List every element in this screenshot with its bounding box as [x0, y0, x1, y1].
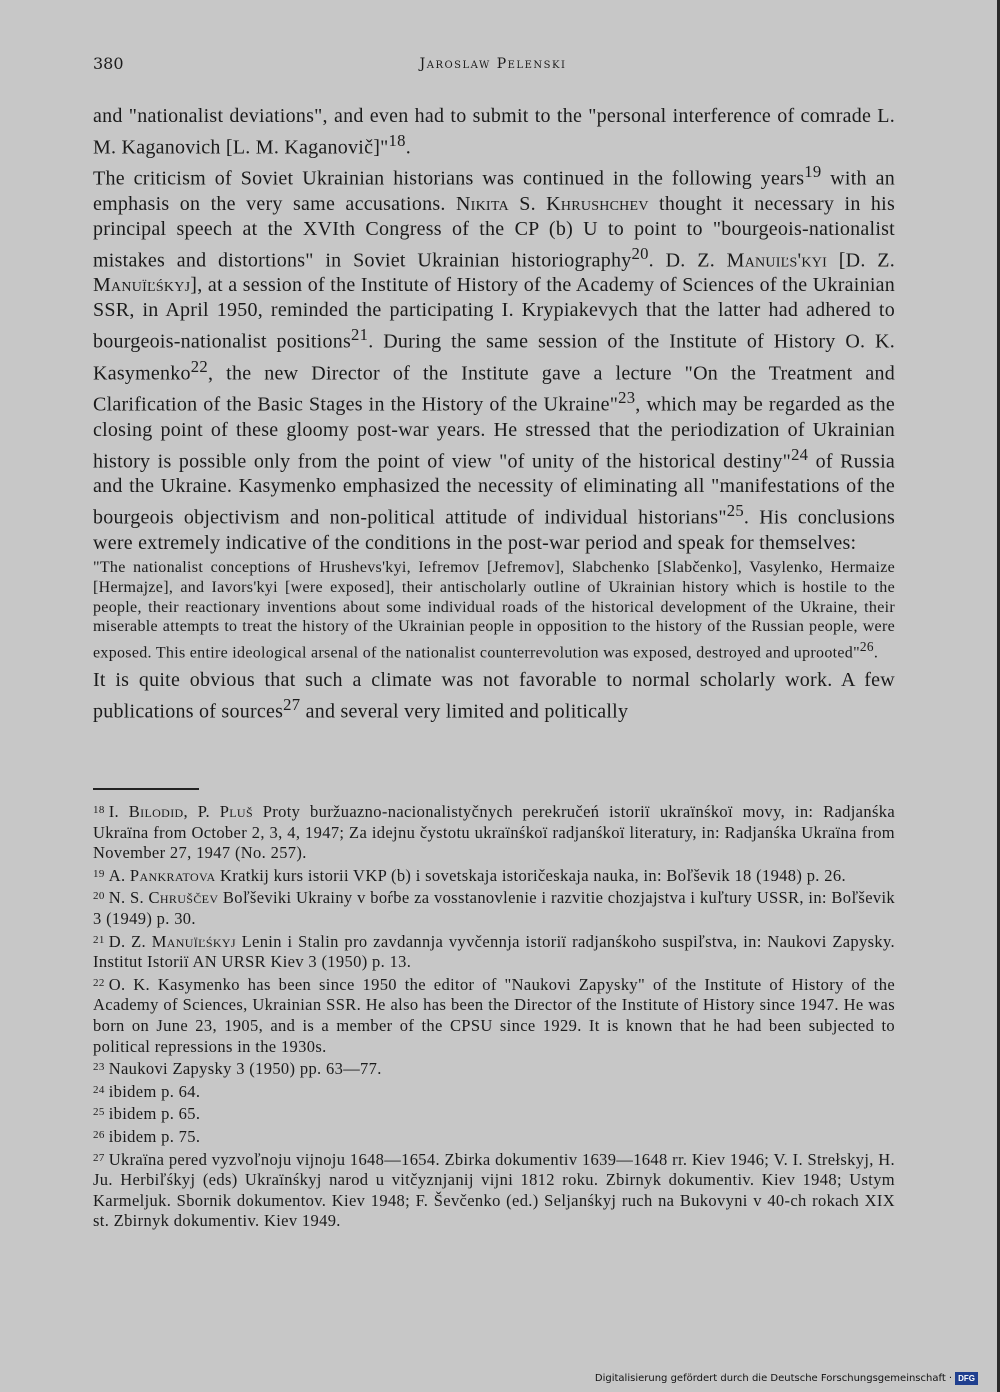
block-quote [93, 558, 895, 664]
footnote-text: Kratkij kurs istorii VKP (b) i sovetskaja istoričeskaja nauka, in: Boľševik 18 (1948) p. 26. [215, 865, 846, 885]
dfg-logo: DFG [955, 1372, 978, 1385]
quote-text: "The nationalist conceptions of Hrushevs'kyi, Iefremov [Jefremov], Slabchenko [Slabčenko], Vasylenko, Hermaize [Hermajze], and Iavors'kyi [were exposed], their antischolarly outline of Ukrainian history which is hostile to the people, their reactionary inventions about some individual roads of the historical development of the Ukraine, their miserable attempts to treat the history of the Ukrainian people in opposition to the history of the Russian people, were exposed. This entire ideological arsenal of the nationalist counterrevolution was exposed, destroyed and uprooted" [93, 558, 895, 662]
footnote-ref: 23 [618, 388, 636, 408]
footnote-text: Lenin i Stalin pro zavdannja vyvčennja istoriï radjanśkoho suspiľstva, in: Naukovi Zapysky. Institut Istoriï AN URSR Kiev 3 (1950) p. 13. [93, 931, 896, 972]
text-run: of Russia and the Ukraine. Kasymenko emphasized the necessity of eliminating all "manifestations of the bourgeois objectivism and non-political attitude of individual historians" [93, 450, 895, 529]
footnote-ref: 24 [791, 444, 809, 464]
footnote [93, 1125, 895, 1148]
footnotes [93, 800, 895, 1232]
author-name: Nikita S. Khrushchev [455, 193, 649, 216]
footnote-text: Boľševiki Ukrainy v boŕbe za vosstanovlenie i razvitie chozjajstva i kuľtury USSR, in: Boľševik 3 (1949) p. 30. [93, 888, 896, 928]
paragraph-2 [93, 160, 895, 555]
footnote-number: 27 [93, 1151, 105, 1164]
text-run: , which may be regarded as the closing point of these gloomy post-war years. He stressed that the periodization of Ukrainian history is possible only from the point of view "of unity of the historical destiny" [93, 394, 895, 473]
footnote [93, 1148, 895, 1232]
body-text [93, 104, 895, 724]
footnote-text: O. K. Kasymenko has been since 1950 the editor of "Naukovi Zapysky" of the Institute of History of the Academy of Sciences, Ukrainian SSR. He also has been the Director of the Institute of History since 1947. He was born on June 23, 1905, and is a member of the CPSU since 1929. It is known that he had been subjected to political repressions in the 1930s. [93, 974, 895, 1056]
footnote [93, 1057, 895, 1080]
footnote-author: I. Bilodid, P. Pluš [108, 802, 253, 821]
footnote-number: 25 [93, 1106, 105, 1119]
digitization-footer [595, 1371, 978, 1385]
text-run: . [873, 644, 879, 662]
footnote [93, 1102, 895, 1125]
footnote-ref: 18 [388, 130, 406, 150]
text-run: It is quite obvious that such a climate was not favorable to normal scholarly work. A few publications of sources [93, 668, 895, 723]
footnote-ref: 26 [859, 639, 874, 655]
footnote-number: 21 [93, 933, 105, 946]
footnote-number: 22 [93, 976, 105, 989]
footnote-text: ibidem p. 64. [108, 1081, 201, 1101]
text-run: and several very limited and politically [300, 700, 629, 723]
footnote-author: D. Z. Manuïľśkyj [108, 931, 236, 951]
footnote-ref: 21 [351, 325, 369, 345]
text-run: . [405, 136, 411, 159]
footnote-author: A. Pankratova [108, 865, 216, 885]
text-run: . During the same session of the Institute of History O. K. Kasymenko [93, 330, 895, 385]
footnote [93, 973, 895, 1057]
author-name: Manuiľs'kyi [726, 249, 828, 272]
running-head: Jaroslaw Pelenski [419, 56, 567, 72]
paragraph-3 [93, 668, 895, 724]
footnote-ref: 25 [726, 501, 744, 521]
text-run: [D. Z. [827, 249, 895, 272]
footnote-ref: 22 [190, 356, 208, 376]
footnote-number: 20 [93, 890, 105, 903]
text-run: and "nationalist deviations", and even had to submit to the "personal interference of comrade L. M. Kaganovich [L. M. Kaganovič]" [93, 105, 895, 159]
footnote-author: N. S. Chruščev [108, 888, 219, 908]
footnote [93, 886, 895, 929]
footnote [93, 864, 895, 887]
page-header [93, 54, 893, 76]
footnote-number: 26 [93, 1128, 105, 1141]
footnote [93, 930, 895, 973]
text-run: . D. Z. [648, 249, 727, 272]
text-run: ], at a session of the Institute of History of the Academy of Sciences of the Ukrainian SSR, in April 1950, reminded the participating I. Krypiakevych that the latter had adhered to bourgeois-nationalist positions [93, 274, 895, 353]
footnote-number: 19 [93, 867, 105, 880]
footnote [93, 1080, 895, 1103]
footnote-number: 18 [93, 804, 105, 816]
footnote [93, 800, 895, 864]
footnote-text: ibidem p. 65. [108, 1104, 201, 1124]
page-number: 380 [93, 54, 124, 73]
footnote-ref: 20 [631, 243, 649, 263]
footnote-text: ibidem p. 75. [108, 1126, 201, 1146]
footnote-number: 23 [93, 1061, 105, 1074]
digitization-credit: Digitalisierung gefördert durch die Deutsche Forschungsgemeinschaft · [594, 1372, 953, 1384]
footnote-text: Naukovi Zapysky 3 (1950) pp. 63—77. [108, 1059, 382, 1079]
footnote-ref: 27 [283, 694, 301, 714]
text-run: The criticism of Soviet Ukrainian historians was continued in the following years [93, 168, 805, 191]
text-run: with an emphasis on the very same accusations. [93, 168, 895, 216]
footnote-text: Proty buržuazno-nacionalistyčnych perekručeń istoriï ukraïnśkoï movy, in: Radjanśka Ukraïna from October 2, 3, 4, 1947; Za idejnu čystotu ukraïnśkoï radjanśkoï literatury, in: Radjanśka Ukraïna from November 27, 1947 (No. 257). [93, 802, 895, 863]
paragraph-1 [93, 104, 895, 160]
footnote-ref: 19 [804, 162, 822, 182]
author-name: Manuïľśkyj [93, 274, 191, 297]
footnote-text: Ukraïna pered vyzvoľnoju vijnoju 1648—1654. Zbirka dokumentiv 1639—1648 rr. Kiev 1946; V. I. Strełskyj, H. Ju. Herbiľśkyj (eds) Ukraïnśkyj narod u vitčyznjanij vijni 1812 roku. Zbirnyk dokumentiv. Kiev 1948; Ustym Karmeljuk. Sbornik dokumentov. Kiev 1948; F. Ševčenko (ed.) Seljanśkyj ruch na Bukovyni v 40-ch rokach XIX st. Zbirnyk dokumentiv. Kiev 1949. [93, 1149, 895, 1231]
text-run: . His conclusions were extremely indicative of the conditions in the post-war period and speak for themselves: [93, 506, 896, 554]
text-run: , the new Director of the Institute gave a lecture "On the Treatment and Clarification of the Basic Stages in the History of the Ukraine" [93, 362, 895, 416]
footnote-number: 24 [93, 1083, 105, 1096]
footnote-rule [93, 788, 199, 790]
text-run: thought it necessary in his principal speech at the XVIth Congress of the CP (b) U to point to "bourgeois-nationalist mistakes and distortions" in Soviet Ukrainian historiography [93, 193, 895, 272]
